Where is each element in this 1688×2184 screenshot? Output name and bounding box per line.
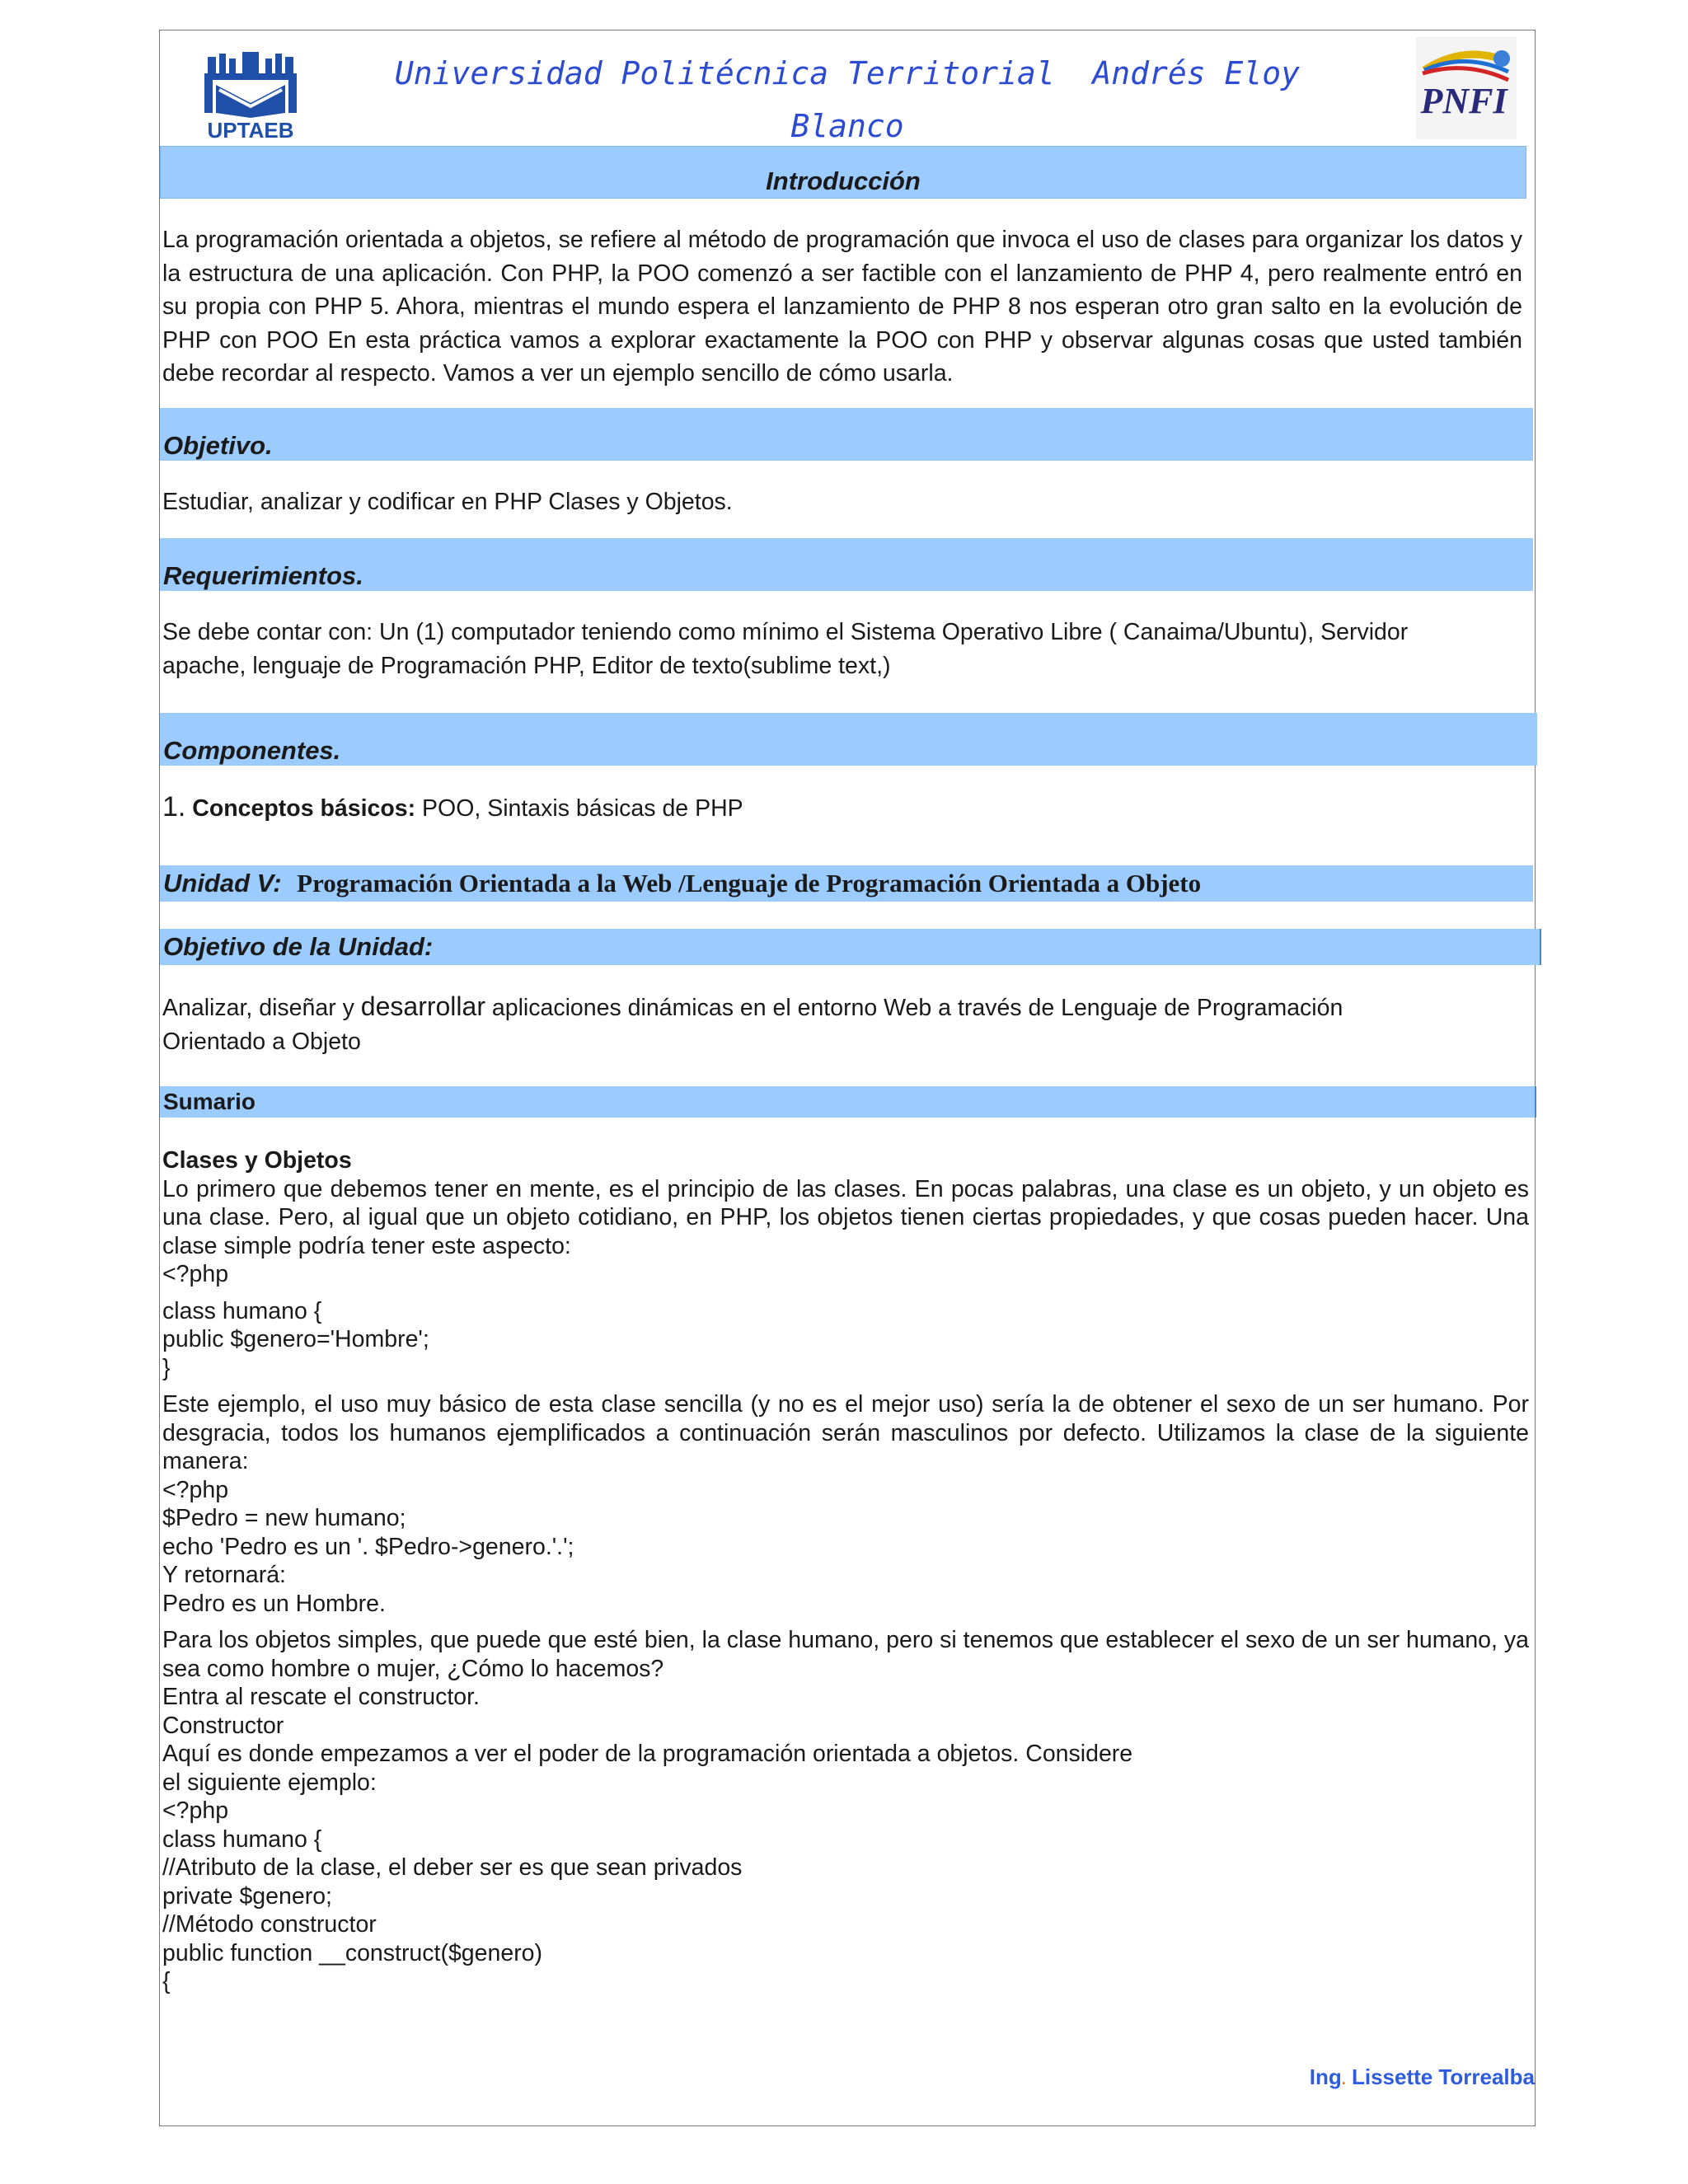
title-line-2: Blanco xyxy=(790,108,904,144)
footer-dot: . xyxy=(1341,2071,1346,2088)
requerimientos-line-1: Se debe contar con: Un (1) computador teniendo como mínimo el Sistema Operativo Libre ( Canaima/Ubuntu), Servidor xyxy=(162,619,1409,645)
componentes-title: Componentes. xyxy=(163,736,341,765)
code-line: public function __construct($genero) xyxy=(162,1939,543,1966)
section-introduccion-heading xyxy=(160,146,1526,199)
text-line: Entra al rescate el constructor. xyxy=(162,1684,480,1710)
svg-text:UPTAEB: UPTAEB xyxy=(207,118,294,141)
objetivo-unidad-heading xyxy=(160,929,1541,965)
code-line: Y retornará: xyxy=(162,1562,286,1588)
componentes-item-label: Conceptos básicos: xyxy=(192,795,416,822)
footer-name: Lissette Torrealba xyxy=(1345,2064,1535,2089)
sumario-title: Sumario xyxy=(163,1089,256,1114)
requerimientos-title: Requerimientos. xyxy=(163,561,363,590)
code-line: { xyxy=(162,1968,171,1994)
code-line: <?php xyxy=(162,1261,229,1287)
componentes-item xyxy=(162,790,1522,826)
introduccion-title: Introducción xyxy=(766,166,921,195)
componentes-item-number: 1. xyxy=(162,791,186,823)
objetivo-unidad-paragraph xyxy=(162,990,1522,1058)
code-line: class humano { xyxy=(162,1297,322,1324)
paragraph-3: Para los objetos simples, que puede que esté bien, la clase humano, pero si tenemos que establecer el sexo de un ser humano, ya sea como hombre o mujer, ¿Cómo lo hacemos? xyxy=(162,1627,1529,1682)
title-line-1: Universidad Politécnica Territorial Andrés Eloy xyxy=(394,55,1301,91)
text-line: Constructor xyxy=(162,1712,284,1739)
objetivo-title: Objetivo. xyxy=(163,431,273,460)
header xyxy=(160,30,1535,146)
sumario-heading xyxy=(160,1086,1536,1118)
section-objetivo-heading xyxy=(160,408,1533,461)
code-line: <?php xyxy=(162,1797,229,1824)
text-line: Aquí es donde empezamos a ver el poder de la programación orientada a objetos. Considere xyxy=(162,1741,1133,1767)
code-line: class humano { xyxy=(162,1825,322,1853)
paragraph-1: Lo primero que debemos tener en mente, es el principio de las clases. En pocas palabras, una clase es un objeto, y un objeto es una clase. Pero, al igual que un objeto cotidiano, en PHP, los objetos tienen ciertas propiedades, y que cosas pueden hacer. Una clase simple podría tener este aspecto: xyxy=(162,1175,1529,1259)
objetivo-unidad-pre: Analizar, diseñar y xyxy=(162,995,361,1021)
componentes-item-text: POO, Sintaxis básicas de PHP xyxy=(415,795,743,822)
objetivo-unidad-title: Objetivo de la Unidad: xyxy=(163,932,434,961)
code-line: Pedro es un Hombre. xyxy=(162,1590,386,1617)
uptaeb-logo xyxy=(201,52,300,141)
code-line: <?php xyxy=(162,1476,229,1503)
code-line: //Método constructor xyxy=(162,1911,377,1938)
svg-text:PNFI: PNFI xyxy=(1420,81,1507,121)
objetivo-unidad-emph: desarrollar xyxy=(360,991,485,1021)
requerimientos-paragraph xyxy=(162,616,1522,682)
code-line: private $genero; xyxy=(162,1882,332,1910)
code-line: public $genero='Hombre'; xyxy=(162,1326,429,1352)
unidad-label: Unidad V: xyxy=(163,869,282,898)
code-line: //Atributo de la clase, el deber ser es que sean privados xyxy=(162,1854,743,1881)
objetivo-paragraph: Estudiar, analizar y codificar en PHP Clases y Objetos. xyxy=(162,489,733,515)
clases-heading: Clases y Objetos xyxy=(162,1147,352,1174)
objetivo-unidad-post: aplicaciones dinámicas en el entorno Web a través de Lenguaje de Programación xyxy=(485,995,1343,1021)
introduccion-paragraph: La programación orientada a objetos, se refiere al método de programación que invoca el uso de clases para organizar los datos y la estructura de una aplicación. Con PHP, la POO comenzó a ser factible con el lanzamiento de PHP 4, pero realmente entró en su propia con PHP 5. Ahora, mientras el mundo espera el lanzamiento de PHP 8 nos esperan otro gran salto en la evolución de PHP con POO En esta práctica vamos a explorar exactamente la POO con PHP y observar algunas cosas que usted también debe recordar al respecto. Vamos a ver un ejemplo sencillo de cómo usarla. xyxy=(162,227,1522,387)
text-line: el siguiente ejemplo: xyxy=(162,1769,377,1796)
requerimientos-line-2: apache, lenguaje de Programación PHP, Editor de texto(sublime text,) xyxy=(162,652,891,679)
footer-prefix: Ing xyxy=(1309,2064,1342,2089)
unidad-v-heading xyxy=(160,865,1533,902)
footer-author xyxy=(1310,2064,1535,2090)
objetivo-unidad-line-2: Orientado a Objeto xyxy=(162,1028,361,1055)
code-line: echo 'Pedro es un '. $Pedro->genero.'.'; xyxy=(162,1533,574,1560)
unidad-title: Programación Orientada a la Web /Lenguaje de Programación Orientada a Objeto xyxy=(297,869,1202,898)
code-line: } xyxy=(162,1354,171,1381)
document-page xyxy=(159,30,1536,2126)
paragraph-2: Este ejemplo, el uso muy básico de esta clase sencilla (y no es el mejor uso) sería la de obtener el sexo de un ser humano. Por desgracia, todos los humanos ejemplificados a continuación serán masculinos por defecto. Utilizamos la clase de la siguiente manera: xyxy=(162,1391,1529,1474)
code-line: $Pedro = new humano; xyxy=(162,1505,406,1531)
section-requerimientos-heading xyxy=(160,538,1533,591)
university-title xyxy=(366,47,1329,152)
clases-objetos-content xyxy=(162,1146,1529,1996)
section-componentes-heading xyxy=(160,713,1537,766)
pnfi-logo xyxy=(1416,37,1517,139)
